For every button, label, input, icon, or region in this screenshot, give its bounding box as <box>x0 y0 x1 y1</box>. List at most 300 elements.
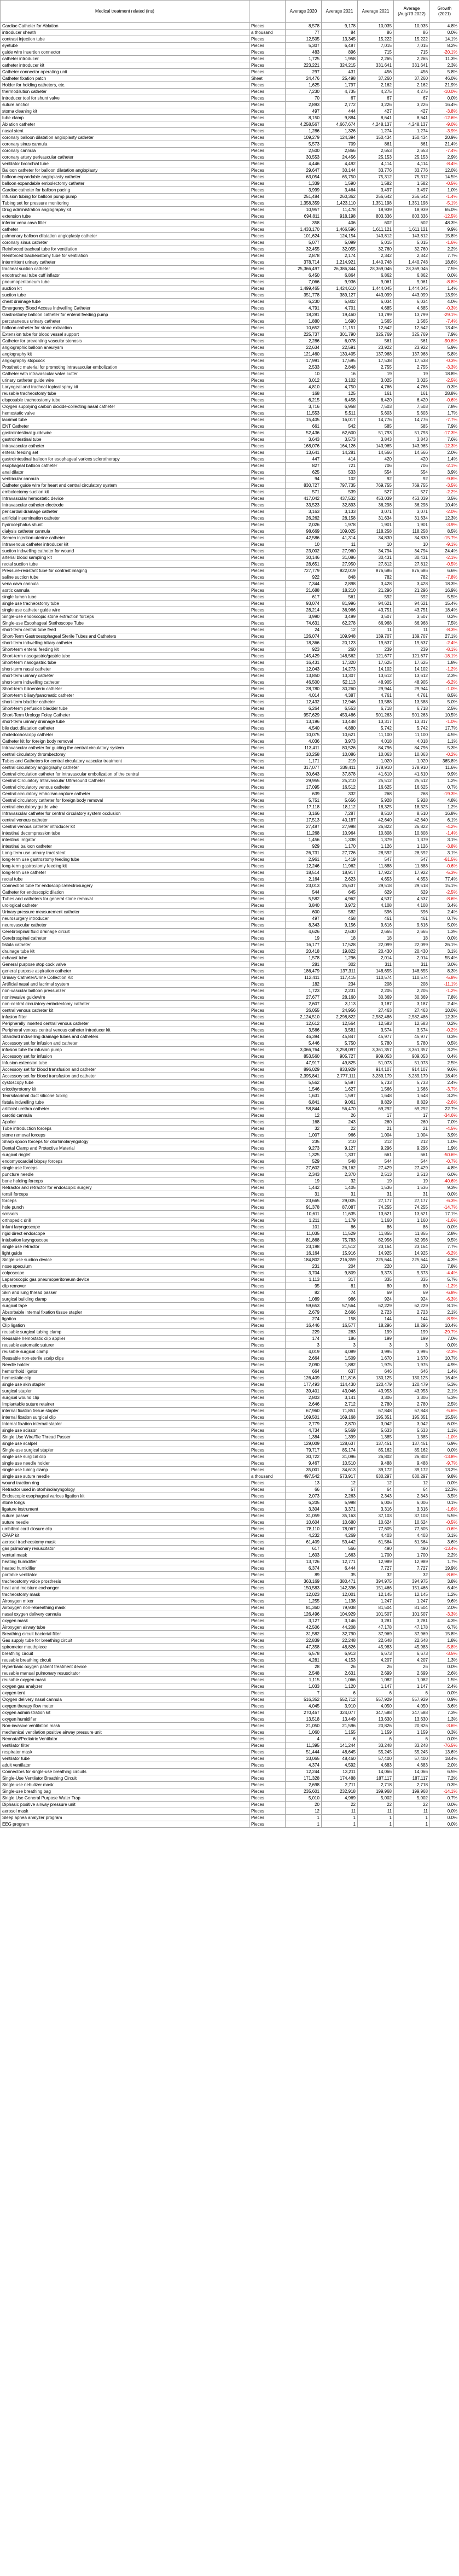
average-2020-cell: 28,651 <box>286 561 322 568</box>
item-name-cell: gastrointestinal tube <box>1 436 249 443</box>
table-row <box>1 128 459 135</box>
item-name-cell: Intravascular catheter electrode <box>1 502 249 509</box>
average-2021-cell: 35 <box>322 1572 358 1578</box>
unit-cell: Pieces <box>249 1664 286 1670</box>
average-2020-cell: 694,811 <box>286 213 322 220</box>
table-row <box>1 1473 459 1480</box>
growth-cell: -1.0% <box>430 719 459 725</box>
average-2021-cell: 27,960 <box>322 548 358 555</box>
growth-cell: 1.2% <box>430 804 459 811</box>
table-row <box>1 1736 459 1742</box>
table-row <box>1 870 459 876</box>
average-2021-cell: 75,783 <box>322 1237 358 1244</box>
average-2022-cell: 11 <box>394 1808 430 1815</box>
unit-cell: Pieces <box>249 1703 286 1710</box>
average-2020-cell: 497 <box>286 916 322 922</box>
average-2020-cell: 251,484 <box>286 194 322 200</box>
average-2021-cell: 1,882 <box>322 1362 358 1368</box>
average-2020-cell: 12,432 <box>286 699 322 706</box>
average-2021-cell: 4,667,674 <box>322 121 358 128</box>
average-2022-cell: 629 <box>394 889 430 896</box>
table-row <box>1 141 459 148</box>
growth-cell: 3.9% <box>430 469 459 476</box>
growth-cell: 2.5% <box>430 1060 459 1066</box>
growth-cell: -2.1% <box>430 555 459 561</box>
average-2021b-cell: 1,247 <box>358 1598 394 1605</box>
average-2020-cell: 3,304 <box>286 1506 322 1513</box>
item-name-cell: Central circulatory catheter for foreign body removal <box>1 797 249 804</box>
table-row <box>1 948 459 955</box>
item-name-cell: nasal stent <box>1 128 249 135</box>
unit-cell: Pieces <box>249 1027 286 1034</box>
item-name-cell: reusable oxygen mask <box>1 1677 249 1683</box>
average-2021b-cell: 34,794 <box>358 548 394 555</box>
unit-cell: Pieces <box>249 1434 286 1441</box>
item-name-cell: central circulatory thrombectomy <box>1 751 249 758</box>
growth-cell: 15.5% <box>430 1414 459 1421</box>
unit-cell: Pieces <box>249 607 286 614</box>
average-2022-cell: 769,755 <box>394 482 430 489</box>
average-2022-cell: 17 <box>394 1112 430 1119</box>
item-name-cell: gastrointestinal balloon for esophageal varices sclerotherapy <box>1 456 249 463</box>
average-2021b-cell: 26 <box>358 1664 394 1670</box>
average-2021b-cell: 61,564 <box>358 1539 394 1546</box>
average-2021b-cell: 1,440,748 <box>358 259 394 266</box>
average-2021-cell: 552,712 <box>322 1697 358 1703</box>
average-2021-cell: 27,998 <box>322 824 358 830</box>
header-average-2022: Average (Aug/73 2022) <box>394 1 430 23</box>
item-name-cell: balloon expandable angioplasty catheter <box>1 174 249 180</box>
item-name-cell: Long-term use urinary tract stent <box>1 850 249 856</box>
average-2020-cell: 12 <box>286 1112 322 1119</box>
growth-cell: -7.4% <box>430 318 459 325</box>
average-2021b-cell: 41,610 <box>358 771 394 778</box>
unit-cell: Pieces <box>249 213 286 220</box>
average-2021b-cell: 3,281 <box>358 1618 394 1624</box>
average-2021-cell: 40,187 <box>322 817 358 824</box>
unit-cell: Pieces <box>249 377 286 384</box>
average-2022-cell: 2,780 <box>394 1401 430 1408</box>
average-2022-cell: 80 <box>394 1283 430 1290</box>
average-2022-cell: 16,625 <box>394 784 430 791</box>
table-row <box>1 1119 459 1126</box>
item-name-cell: Peripherally inserted central venous catheter <box>1 1021 249 1027</box>
average-2022-cell: 325,769 <box>394 331 430 338</box>
average-2020-cell: 3 <box>286 1342 322 1349</box>
growth-cell: -0.5% <box>430 1519 459 1526</box>
item-name-cell: infant laryngoscope <box>1 1224 249 1231</box>
unit-cell: Pieces <box>249 207 286 213</box>
average-2021b-cell: 1,565 <box>358 318 394 325</box>
unit-cell: Pieces <box>249 1172 286 1178</box>
average-2022-cell: 1,020 <box>394 758 430 765</box>
unit-cell: Pieces <box>249 975 286 981</box>
unit-cell: Pieces <box>249 1237 286 1244</box>
growth-cell: 3.6% <box>430 1539 459 1546</box>
growth-cell: 2.6% <box>430 1670 459 1677</box>
average-2021b-cell: 199,968 <box>358 1788 394 1795</box>
unit-cell: Pieces <box>249 981 286 988</box>
average-2021b-cell: 2,014 <box>358 955 394 961</box>
growth-cell: -8.9% <box>430 1316 459 1322</box>
average-2022-cell: 45,977 <box>394 1034 430 1040</box>
average-2020-cell: 19 <box>286 1178 322 1185</box>
unit-cell: Pieces <box>249 1073 286 1080</box>
item-name-cell: oxygen mask <box>1 1618 249 1624</box>
average-2021-cell: 29,005 <box>322 1198 358 1204</box>
table-row <box>1 1467 459 1473</box>
average-2020-cell: 79,717 <box>286 1447 322 1454</box>
average-2021b-cell: 6,673 <box>358 1651 394 1657</box>
growth-cell: 15.1% <box>430 883 459 889</box>
table-row <box>1 876 459 883</box>
average-2022-cell: 14,566 <box>394 450 430 456</box>
average-2022-cell: 32 <box>394 1572 430 1578</box>
item-name-cell: Reusable hemostatic clip applier <box>1 1336 249 1342</box>
average-2021-cell: 62,600 <box>322 430 358 436</box>
table-row <box>1 1572 459 1578</box>
item-name-cell: gas pulmonary resuscitator <box>1 1546 249 1552</box>
table-row <box>1 1336 459 1342</box>
average-2022-cell: 20,826 <box>394 1723 430 1729</box>
table-row <box>1 299 459 305</box>
item-name-cell: forceps <box>1 1198 249 1204</box>
item-name-cell: Diphasic positive airway pressure unit <box>1 1802 249 1808</box>
average-2021b-cell: 23,922 <box>358 345 394 351</box>
table-row <box>1 568 459 574</box>
growth-cell: 1.4% <box>430 456 459 463</box>
table-row <box>1 719 459 725</box>
item-name-cell: carotid cannula <box>1 1112 249 1119</box>
growth-cell: 2.9% <box>430 154 459 161</box>
average-2021b-cell: 6,862 <box>358 272 394 279</box>
unit-cell: Pieces <box>249 837 286 843</box>
item-name-cell: Accessory set for infusion and catheter <box>1 1040 249 1047</box>
growth-cell: 16.8% <box>430 811 459 817</box>
average-2022-cell: 453,039 <box>394 496 430 502</box>
average-2020-cell: 2,124,510 <box>286 1014 322 1021</box>
table-row <box>1 1145 459 1152</box>
average-2021b-cell: 876,686 <box>358 568 394 574</box>
average-2022-cell: 10,624 <box>394 1519 430 1526</box>
item-name-cell: dialysis catheter cannula <box>1 528 249 535</box>
average-2022-cell: 5,002 <box>394 1795 430 1802</box>
average-2021-cell: 111,816 <box>322 1375 358 1382</box>
average-2021-cell: 1,797 <box>322 82 358 89</box>
average-2022-cell: 43,751 <box>394 607 430 614</box>
average-2020-cell: 109,279 <box>286 135 322 141</box>
average-2022-cell: 13,317 <box>394 719 430 725</box>
average-2022-cell: 18,296 <box>394 1322 430 1329</box>
average-2021b-cell: 331,641 <box>358 62 394 69</box>
average-2022-cell: 42,640 <box>394 817 430 824</box>
unit-cell: Pieces <box>249 1532 286 1539</box>
item-name-cell: Single-Use Ventilator Breathing Circuit <box>1 1775 249 1782</box>
average-2021b-cell: 19 <box>358 371 394 377</box>
item-name-cell: Cerebrospinal catheter <box>1 935 249 942</box>
average-2021-cell: 3,464 <box>322 187 358 194</box>
average-2021-cell: 431 <box>322 69 358 75</box>
average-2022-cell: 1,565 <box>394 318 430 325</box>
growth-cell: -3.6% <box>430 1723 459 1729</box>
average-2022-cell: 547 <box>394 856 430 863</box>
unit-cell: Pieces <box>249 82 286 89</box>
table-row <box>1 574 459 581</box>
table-row <box>1 1670 459 1677</box>
average-2021-cell: 11 <box>322 541 358 548</box>
growth-cell: -6.2% <box>430 679 459 686</box>
average-2022-cell: 21,296 <box>394 587 430 594</box>
average-2021b-cell: 6,034 <box>358 299 394 305</box>
average-2022-cell: 347,588 <box>394 1710 430 1716</box>
average-2021b-cell: 239 <box>358 646 394 653</box>
average-2022-cell: 3,281 <box>394 1618 430 1624</box>
average-2020-cell: 91,378 <box>286 1204 322 1211</box>
item-name-cell: aerosol mask <box>1 1808 249 1815</box>
average-2022-cell: 557,929 <box>394 1697 430 1703</box>
average-2020-cell: 81,868 <box>286 1237 322 1244</box>
average-2021-cell: 324,215 <box>322 62 358 69</box>
average-2021b-cell: 27,429 <box>358 1165 394 1172</box>
unit-cell: Pieces <box>249 548 286 555</box>
average-2021b-cell: 69 <box>358 1290 394 1296</box>
average-2022-cell: 1,082 <box>394 1677 430 1683</box>
growth-cell: 8.5% <box>430 692 459 699</box>
average-2021-cell: 5,569 <box>322 1427 358 1434</box>
average-2020-cell: 3,990 <box>286 614 322 620</box>
growth-cell: 2.4% <box>430 1683 459 1690</box>
item-name-cell: Tubing set for pressure monitoring <box>1 200 249 207</box>
average-2021-cell: 1 <box>322 1821 358 1828</box>
average-2020-cell: 42,586 <box>286 535 322 541</box>
average-2021b-cell: 144 <box>358 1316 394 1322</box>
growth-cell: 6.1% <box>430 817 459 824</box>
growth-cell: 16.4% <box>430 102 459 108</box>
average-2020-cell: 2,893 <box>286 102 322 108</box>
average-2021b-cell: 629 <box>358 889 394 896</box>
growth-cell: 2.2% <box>430 1552 459 1559</box>
average-2020-cell: 12,043 <box>286 666 322 673</box>
unit-cell: Pieces <box>249 56 286 62</box>
average-2022-cell: 3,843 <box>394 436 430 443</box>
unit-cell: Pieces <box>249 1742 286 1749</box>
average-2021b-cell: 4,050 <box>358 1703 394 1710</box>
unit-cell: Pieces <box>249 364 286 371</box>
average-2021b-cell: 27,812 <box>358 561 394 568</box>
average-2020-cell: 30,643 <box>286 771 322 778</box>
unit-cell: Pieces <box>249 161 286 167</box>
average-2021b-cell: 646 <box>358 1368 394 1375</box>
unit-cell: Pieces <box>249 1224 286 1231</box>
table-row <box>1 1677 459 1683</box>
unit-cell: Pieces <box>249 1729 286 1736</box>
unit-cell: Pieces <box>249 942 286 948</box>
unit-cell: Pieces <box>249 870 286 876</box>
unit-cell: Pieces <box>249 1296 286 1303</box>
average-2021-cell: 16 <box>322 371 358 377</box>
growth-cell: 9.6% <box>430 1066 459 1073</box>
unit-cell: Pieces <box>249 601 286 607</box>
table-row <box>1 1106 459 1112</box>
average-2022-cell: 1,901 <box>394 522 430 528</box>
average-2021b-cell: 1,020 <box>358 758 394 765</box>
growth-cell: 0.5% <box>430 1040 459 1047</box>
average-2021-cell: 339,411 <box>322 765 358 771</box>
average-2020-cell: 13,518 <box>286 1716 322 1723</box>
item-name-cell: suture needle <box>1 1519 249 1526</box>
growth-cell: -1.6% <box>430 240 459 246</box>
average-2021-cell: 414 <box>322 456 358 463</box>
average-2021-cell: 36,966 <box>322 607 358 614</box>
table-row <box>1 607 459 614</box>
average-2020-cell: 10,075 <box>286 732 322 738</box>
average-2021b-cell: 14,776 <box>358 417 394 423</box>
table-row <box>1 988 459 994</box>
average-2021b-cell: 13,612 <box>358 673 394 679</box>
average-2021-cell: 158 <box>322 1316 358 1322</box>
average-2021-cell: 1,958 <box>322 56 358 62</box>
item-name-cell: Semen injection uterine catheter <box>1 535 249 541</box>
average-2021-cell: 9,178 <box>322 23 358 30</box>
table-row <box>1 318 459 325</box>
item-name-cell: infusion filter <box>1 1014 249 1021</box>
average-2021b-cell: 34,830 <box>358 535 394 541</box>
growth-cell: -11.1% <box>430 981 459 988</box>
average-2021b-cell: 4,207 <box>358 1657 394 1664</box>
item-name-cell: eyetube <box>1 43 249 49</box>
average-2022-cell: 2,653 <box>394 148 430 154</box>
average-2020-cell: 223,221 <box>286 62 322 69</box>
average-2021-cell: 26 <box>322 1664 358 1670</box>
average-2020-cell: 150,583 <box>286 1585 322 1592</box>
average-2022-cell: 13,799 <box>394 312 430 318</box>
average-2021-cell: 22,591 <box>322 345 358 351</box>
growth-cell: 18.4% <box>430 1073 459 1080</box>
unit-cell: Pieces <box>249 345 286 351</box>
average-2022-cell: 268 <box>394 791 430 797</box>
average-2020-cell: 1,286 <box>286 128 322 135</box>
growth-cell: 0.7% <box>430 1795 459 1802</box>
item-name-cell: Connection tube for endoscopic/electrosurgery <box>1 883 249 889</box>
item-name-cell: Standard indwelling drainage tubes and catheters <box>1 1034 249 1040</box>
unit-cell: Pieces <box>249 95 286 102</box>
growth-cell: 2.5% <box>430 1401 459 1408</box>
growth-cell: 1.0% <box>430 1139 459 1145</box>
item-name-cell: single use scalpel <box>1 1441 249 1447</box>
average-2022-cell: 12 <box>394 1480 430 1487</box>
table-row <box>1 640 459 646</box>
item-name-cell: Catheter for endoscopic dilation <box>1 889 249 896</box>
item-name-cell: introducer sheath <box>1 30 249 36</box>
unit-cell: Pieces <box>249 1290 286 1296</box>
unit-cell: Pieces <box>249 1716 286 1723</box>
growth-cell: 2.5% <box>430 706 459 712</box>
average-2021-cell: 4,735 <box>322 89 358 95</box>
average-2022-cell: 561 <box>394 338 430 345</box>
average-2022-cell: 43,953 <box>394 1388 430 1395</box>
unit-cell: Pieces <box>249 430 286 436</box>
average-2022-cell: 8,510 <box>394 811 430 817</box>
table-row <box>1 1434 459 1441</box>
average-2020-cell: 2,878 <box>286 253 322 259</box>
average-2021b-cell: 17 <box>358 1112 394 1119</box>
item-name-cell: artificial urethra catheter <box>1 1106 249 1112</box>
unit-cell: Pieces <box>249 1303 286 1309</box>
growth-cell: 24.4% <box>430 548 459 555</box>
item-name-cell: Needle holder <box>1 1362 249 1368</box>
average-2021b-cell: 2,718 <box>358 1782 394 1788</box>
table-row <box>1 889 459 896</box>
table-row <box>1 745 459 751</box>
growth-cell: 1.8% <box>430 1637 459 1644</box>
average-2020-cell: 82 <box>286 1290 322 1296</box>
average-2021-cell: 27,726 <box>322 850 358 856</box>
unit-cell: Pieces <box>249 1001 286 1007</box>
item-name-cell: intestinal balloon catheter <box>1 843 249 850</box>
average-2021-cell: 87,087 <box>322 1204 358 1211</box>
item-name-cell: Airoxygen airway tube <box>1 1624 249 1631</box>
average-2020-cell: 625 <box>286 469 322 476</box>
average-2021b-cell: 456 <box>358 69 394 75</box>
average-2021b-cell: 195,351 <box>358 1414 394 1421</box>
average-2021b-cell: 48,905 <box>358 679 394 686</box>
table-row <box>1 1191 459 1198</box>
item-name-cell: mechanical ventilation positive airway pressure unit <box>1 1729 249 1736</box>
item-name-cell: balloon expandable embolectomy catheter <box>1 180 249 187</box>
unit-cell: Pieces <box>249 1690 286 1697</box>
unit-cell: Pieces <box>249 1080 286 1086</box>
average-2021b-cell: 1,611,121 <box>358 226 394 233</box>
average-2022-cell: 69,292 <box>394 1106 430 1112</box>
average-2020-cell: 35,001 <box>286 1467 322 1473</box>
unit-cell: Pieces <box>249 108 286 115</box>
table-row <box>1 502 459 509</box>
average-2022-cell: 715 <box>394 49 430 56</box>
average-2022-cell: 12,642 <box>394 325 430 331</box>
unit-cell: Pieces <box>249 1047 286 1053</box>
unit-cell: Pieces <box>249 1618 286 1624</box>
average-2022-cell: 6,034 <box>394 299 430 305</box>
item-name-cell: Urinary pressure measurement catheter <box>1 909 249 916</box>
average-2020-cell: 168,076 <box>286 443 322 450</box>
average-2021b-cell: 150,434 <box>358 135 394 141</box>
average-2020-cell: 1,442 <box>286 1185 322 1191</box>
item-name-cell: Central Circulatory Intravascular Ultrasound Catheter <box>1 778 249 784</box>
average-2022-cell: 2,723 <box>394 1309 430 1316</box>
item-name-cell: suction tube <box>1 292 249 299</box>
average-2021b-cell: 4,537 <box>358 896 394 902</box>
table-row <box>1 1382 459 1388</box>
average-2021-cell: 2,174 <box>322 253 358 259</box>
item-name-cell: Short-term nasogastric/gastric tube <box>1 653 249 660</box>
unit-cell: Pieces <box>249 325 286 331</box>
table-row <box>1 916 459 922</box>
item-name-cell: puncture needle <box>1 1172 249 1178</box>
average-2022-cell: 5,928 <box>394 797 430 804</box>
item-name-cell: Short-Term Urology Foley Catheter <box>1 712 249 719</box>
average-2021b-cell: 5,780 <box>358 1040 394 1047</box>
average-2021-cell: 6,958 <box>322 404 358 410</box>
growth-cell: 0.0% <box>430 1664 459 1670</box>
average-2021-cell: 28,160 <box>322 994 358 1001</box>
unit-cell: Pieces <box>249 1506 286 1513</box>
unit-cell: Pieces <box>249 305 286 312</box>
average-2021b-cell: 80 <box>358 1283 394 1290</box>
unit-cell: Pieces <box>249 128 286 135</box>
average-2021b-cell: 14,925 <box>358 1250 394 1257</box>
table-row <box>1 968 459 975</box>
average-2020-cell: 1,060 <box>286 1729 322 1736</box>
